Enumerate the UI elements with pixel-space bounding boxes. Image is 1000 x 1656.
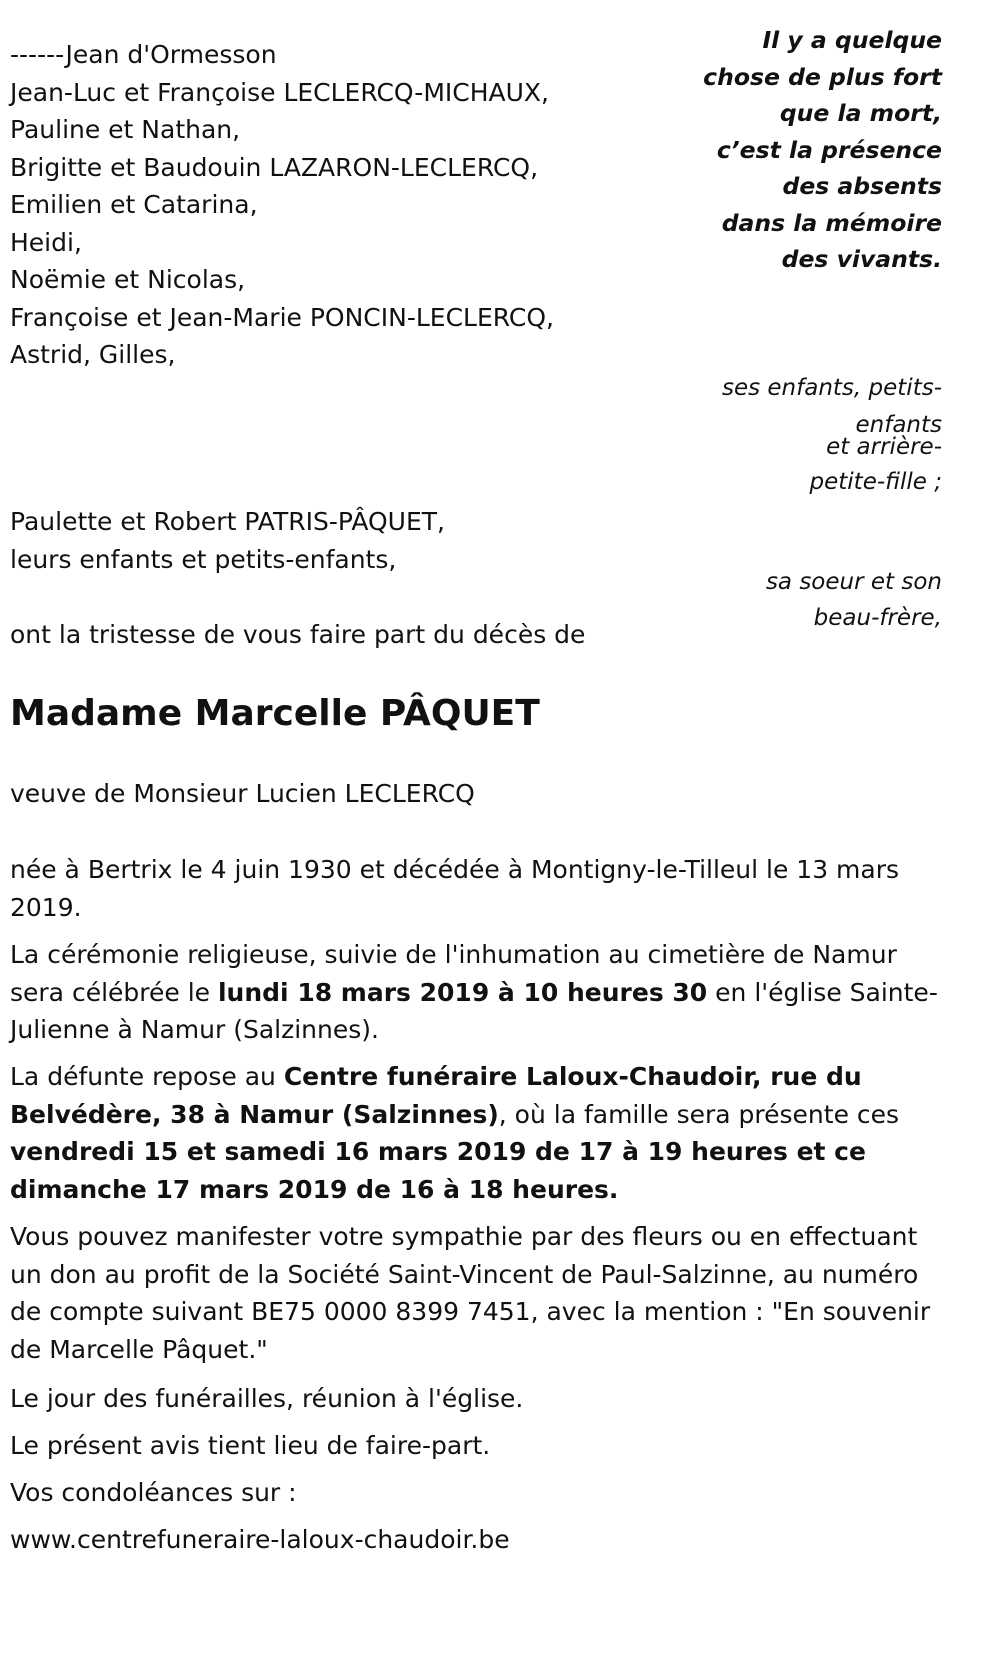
sister-role-line: sa soeur et son bbox=[765, 569, 942, 595]
children-role bbox=[682, 370, 942, 500]
quote-line: chose de plus fort bbox=[703, 62, 942, 91]
children-role-line: et arrière- bbox=[826, 434, 942, 460]
visitation-text: La défunte repose au bbox=[10, 1062, 284, 1091]
children-role-line: petite-fille ; bbox=[809, 469, 942, 495]
ceremony-text: en l'église Sainte-Julienne à Namur (Salzinnes). bbox=[10, 977, 938, 1044]
family-line: Noëmie et Nicolas, bbox=[10, 265, 246, 294]
visitation-times: vendredi 15 et samedi 16 mars 2019 de 17 à 19 heures et ce dimanche 17 mars 2019 de 16 à 18 heures. bbox=[10, 1137, 866, 1204]
quote-line: dans la mémoire bbox=[721, 208, 942, 237]
family-line: Heidi, bbox=[10, 227, 82, 257]
ceremony-paragraph bbox=[10, 936, 945, 1049]
family-line: Emilien et Catarina, bbox=[10, 190, 258, 219]
quote-line: des absents bbox=[782, 172, 942, 200]
ceremony-text: La cérémonie religieuse, suivie de l'inhumation au cimetière de Namur sera célébrée le bbox=[10, 940, 897, 1007]
announcement: ont la tristesse de vous faire part du décès de bbox=[10, 620, 586, 649]
family-block bbox=[10, 36, 554, 374]
condolences-label: Vos condoléances sur : bbox=[10, 1478, 297, 1507]
sister-line: leurs enfants et petits-enfants, bbox=[10, 545, 397, 574]
family-line: Brigitte et Baudouin LAZARON-LECLERCQ, bbox=[10, 152, 539, 182]
visitation-paragraph bbox=[10, 1058, 945, 1208]
ceremony-date: lundi 18 mars 2019 à 10 heures 30 bbox=[217, 977, 708, 1007]
children-role-line: ses enfants, petits- bbox=[721, 375, 942, 401]
visitation-text: , où la famille sera présente ces bbox=[498, 1099, 900, 1129]
quote-line: Il y a quelque bbox=[762, 26, 942, 54]
spouse-line: veuve de Monsieur Lucien LECLERCQ bbox=[10, 779, 475, 808]
sister-role bbox=[682, 564, 942, 636]
family-line: Pauline et Nathan, bbox=[10, 115, 241, 144]
deceased-name: Madame Marcelle PÂQUET bbox=[10, 693, 540, 734]
quote-line: des vivants. bbox=[781, 245, 942, 273]
family-line: Françoise et Jean-Marie PONCIN-LECLERCQ, bbox=[10, 302, 554, 332]
funeral-note: Le jour des funérailles, réunion à l'église. bbox=[10, 1384, 524, 1413]
birth-death: née à Bertrix le 4 juin 1930 et décédée à Montigny-le-Tilleul le 13 mars 2019. bbox=[10, 855, 900, 922]
sister-role-line: beau-frère, bbox=[813, 605, 942, 631]
family-line: Astrid, Gilles, bbox=[10, 340, 176, 369]
website-link[interactable]: www.centrefuneraire-laloux-chaudoir.be bbox=[10, 1525, 510, 1554]
quote-author: ------Jean d'Ormesson bbox=[10, 40, 277, 69]
sister-line: Paulette et Robert PATRIS-PÂQUET, bbox=[10, 507, 445, 536]
quote-line: c’est la présence bbox=[716, 135, 942, 164]
quote-line: que la mort, bbox=[779, 99, 942, 127]
children-role-line: enfants bbox=[855, 412, 942, 438]
family-line: Jean-Luc et Françoise LECLERCQ-MICHAUX, bbox=[10, 77, 549, 107]
visitation-place: Centre funéraire Laloux-Chaudoir, rue du Belvédère, 38 à Namur (Salzinnes) bbox=[10, 1062, 862, 1129]
sympathy-paragraph: Vous pouvez manifester votre sympathie par des fleurs ou en effectuant un don au profit de la Société Saint-Vincent de Paul-Salzinne, au numéro de compte suivant BE75 0000 8399 7451, avec la mention : "En souvenir de Marcelle Pâquet." bbox=[10, 1222, 931, 1364]
quote-block bbox=[692, 22, 942, 278]
notice-note: Le présent avis tient lieu de faire-part. bbox=[10, 1431, 491, 1460]
